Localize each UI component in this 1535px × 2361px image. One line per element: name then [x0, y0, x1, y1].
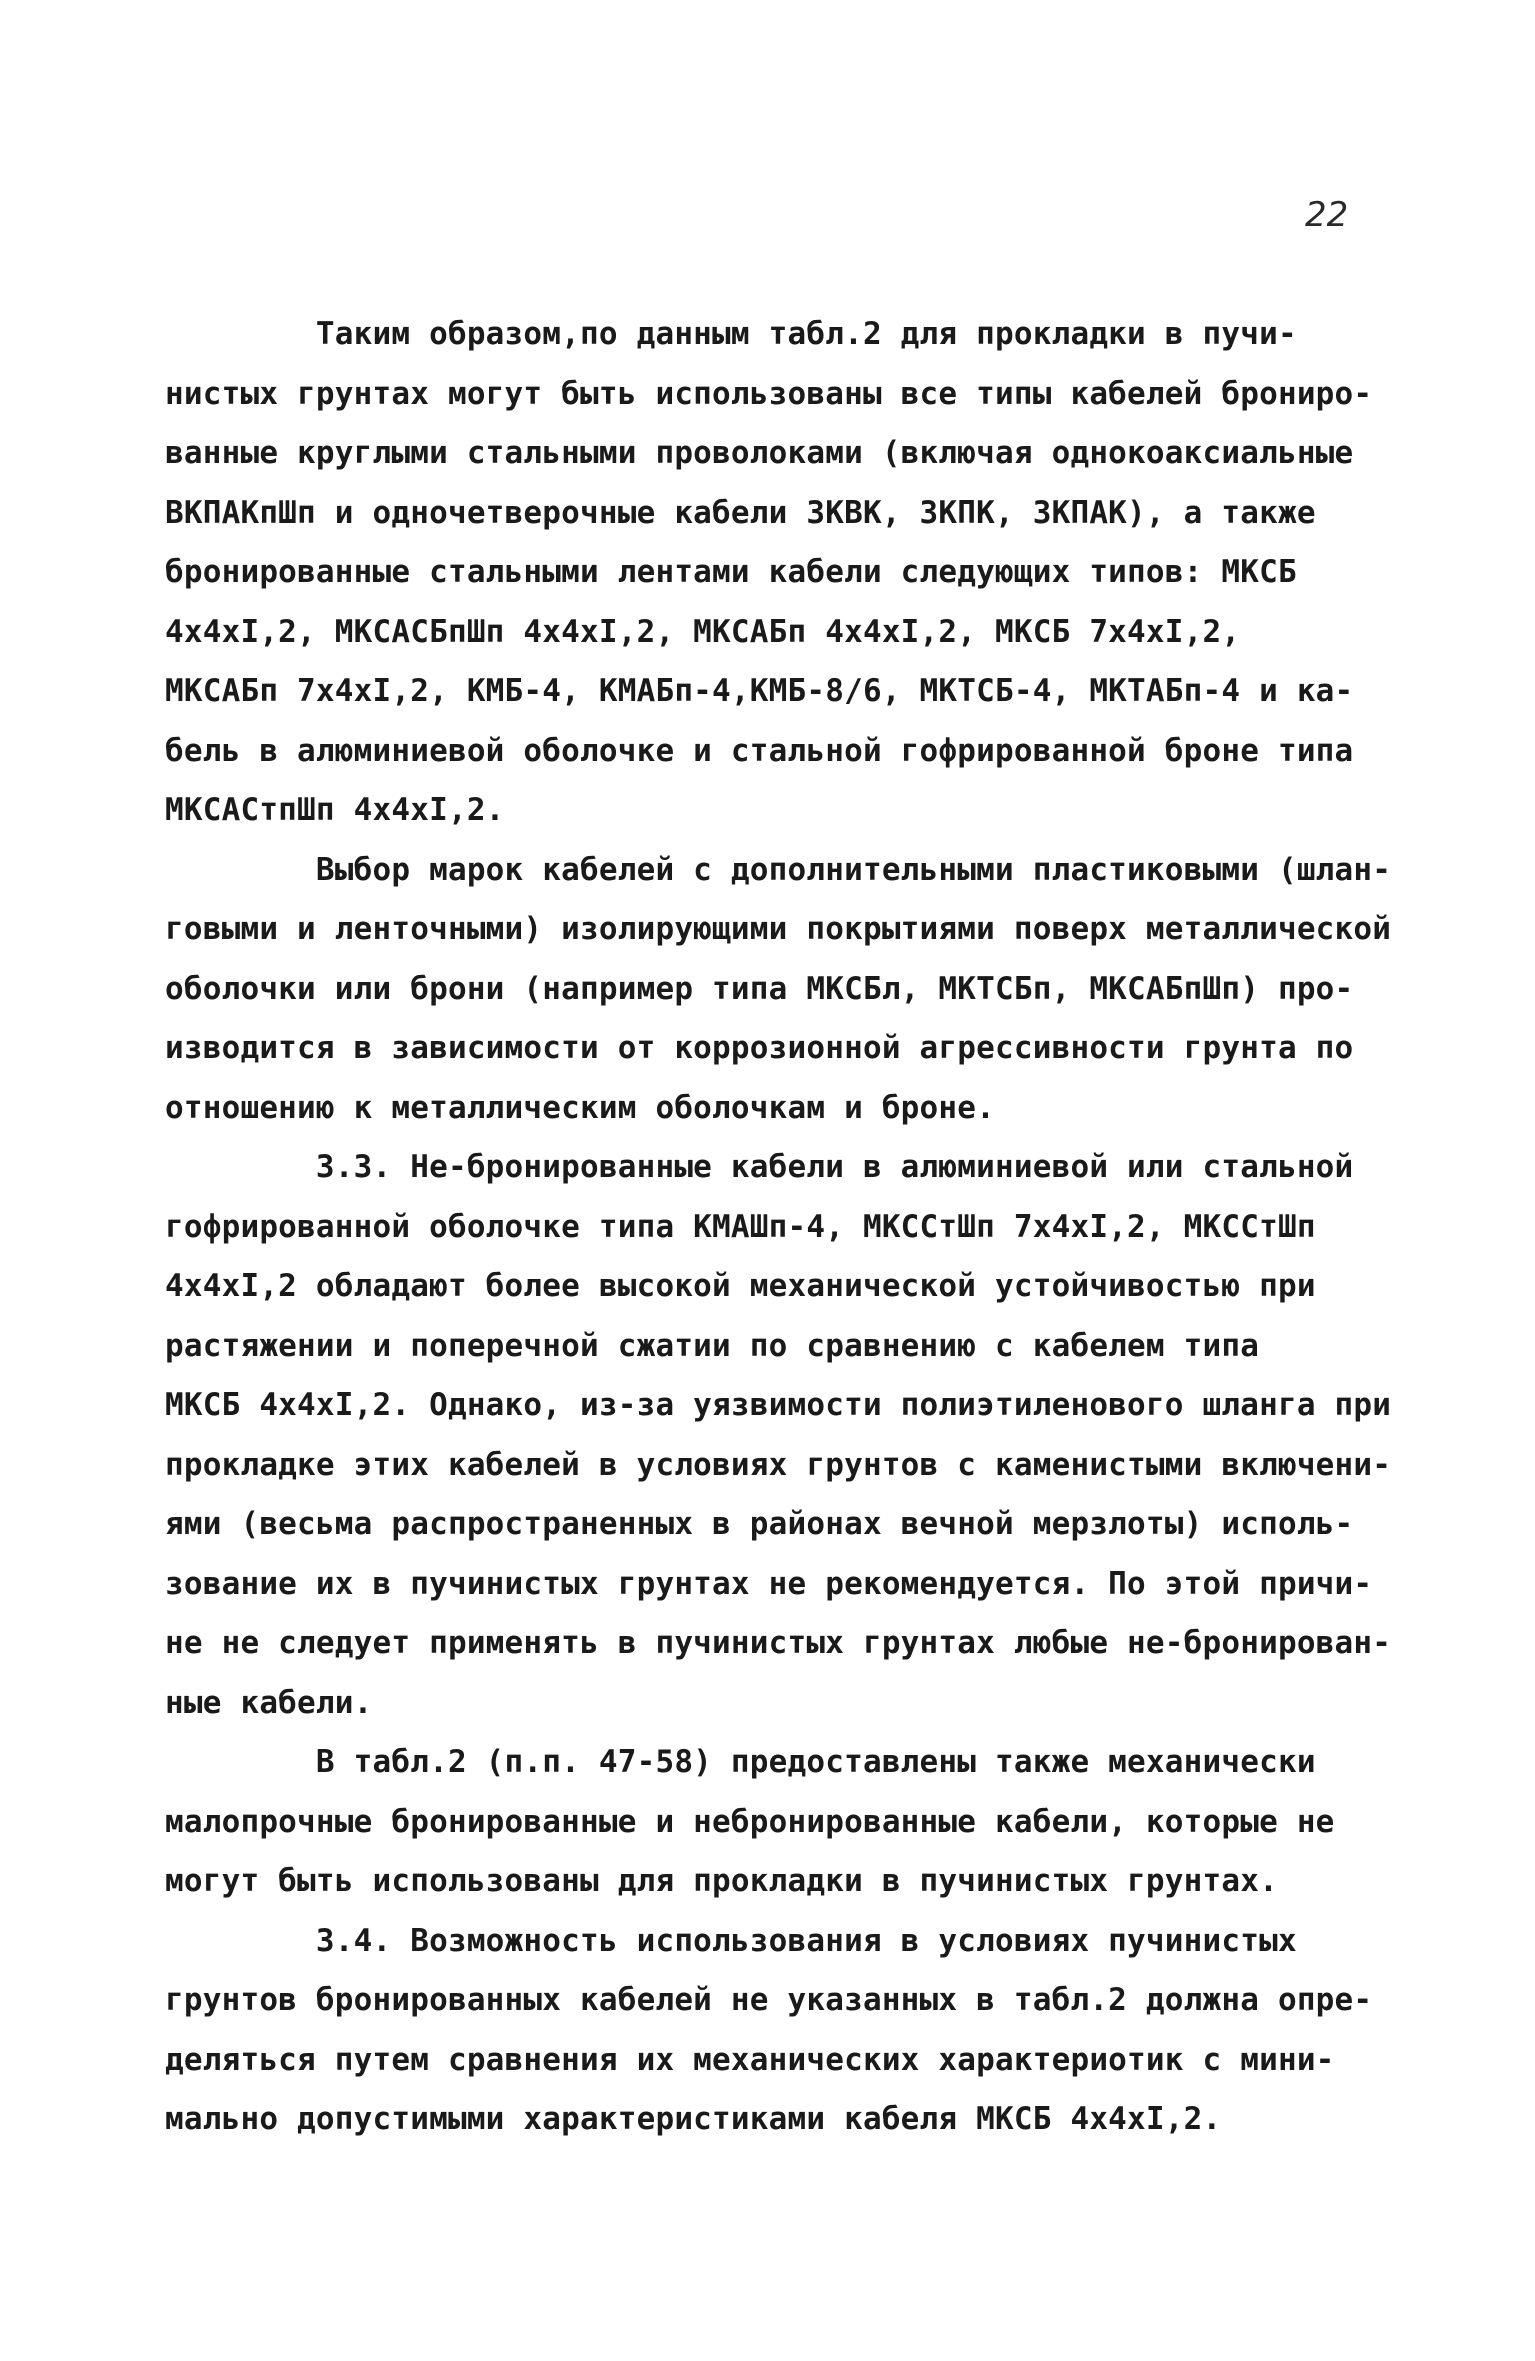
- paragraph-4: [165, 1733, 1395, 1912]
- text-line: бель в алюминиевой оболочке и стальной гофрированной броне типа: [165, 732, 1354, 769]
- text-line: оболочки или брони (например типа МКСБл, МКТСБп, МКСАБпШп) про-: [165, 970, 1354, 1007]
- page-number: 22: [1305, 195, 1349, 235]
- text-line: 4х4хI,2 обладают более высокой механической устойчивостью при: [165, 1268, 1316, 1304]
- text-line: нистых грунтах могут быть использованы все типы кабелей брониро-: [165, 375, 1373, 412]
- body-text: [165, 305, 1395, 2150]
- text-line: деляться путем сравнения их механических характериотик с мини-: [165, 2041, 1335, 2078]
- text-line: 3.3. Не-бронированные кабели в алюминиевой или стальной: [165, 1149, 1354, 1185]
- text-line: прокладке этих кабелей в условиях грунтов с каменистыми включени-: [165, 1446, 1392, 1483]
- text-line: ВКПАКпШп и одночетверочные кабели ЗКВК, ЗКПК, ЗКПАК), а также: [165, 494, 1316, 531]
- text-line: 4х4хI,2, МКСАСБпШп 4х4хI,2, МКСАБп 4х4хI,2, МКСБ 7х4хI,2,: [165, 613, 1241, 650]
- text-line: мально допустимыми характеристиками кабеля МКСБ 4х4хI,2.: [165, 2101, 1222, 2137]
- paragraph-5: [165, 1912, 1395, 2150]
- text-line: МКСАБп 7х4хI,2, КМБ-4, КМАБп-4,КМБ-8/6, МКТСБ-4, МКТАБп-4 и ка-: [165, 673, 1354, 709]
- text-line: изводится в зависимости от коррозионной агрессивности грунта по: [165, 1030, 1354, 1066]
- text-line: Таким образом,по данным табл.2 для прокладки в пучи-: [165, 316, 1297, 352]
- text-line: МКСБ 4х4хI,2. Однако, из-за уязвимости полиэтиленового шланга при: [165, 1387, 1392, 1423]
- text-line: могут быть использованы для прокладки в пучинистых грунтах.: [165, 1863, 1278, 1899]
- text-line: ями (весьма распространенных в районах вечной мерзлоты) исполь-: [165, 1506, 1354, 1542]
- text-line: говыми и ленточными) изолирующими покрытиями поверх металлической: [165, 911, 1392, 947]
- text-line: зование их в пучинистых грунтах не рекомендуется. По этой причи-: [165, 1565, 1373, 1602]
- text-line: 3.4. Возможность использования в условиях пучинистых: [165, 1922, 1297, 1959]
- paragraph-2: [165, 841, 1395, 1139]
- text-line: не не следует применять в пучинистых грунтах любые не-бронирован-: [165, 1625, 1392, 1661]
- text-line: грунтов бронированных кабелей не указанных в табл.2 должна опре-: [165, 1982, 1373, 2018]
- text-line: Выбор марок кабелей с дополнительными пластиковыми (шлан-: [165, 851, 1392, 888]
- text-line: ные кабели.: [165, 1684, 373, 1721]
- text-line: ванные круглыми стальными проволоками (включая однокоаксиальные: [165, 435, 1354, 471]
- text-line: МКСАСтпШп 4х4хI,2.: [165, 792, 505, 828]
- text-line: бронированные стальными лентами кабели следующих типов: МКСБ: [165, 554, 1297, 590]
- text-line: малопрочные бронированные и небронированные кабели, которые не: [165, 1803, 1335, 1840]
- text-line: гофрированной оболочке типа КМАШп-4, МКССтШп 7х4хI,2, МКССтШп: [165, 1208, 1316, 1245]
- text-line: растяжении и поперечной сжатии по сравнению с кабелем типа: [165, 1327, 1260, 1364]
- text-line: В табл.2 (п.п. 47-58) предоставлены также механически: [165, 1744, 1316, 1780]
- text-line: отношению к металлическим оболочкам и броне.: [165, 1089, 995, 1126]
- paragraph-3: [165, 1138, 1395, 1733]
- paragraph-1: [165, 305, 1395, 841]
